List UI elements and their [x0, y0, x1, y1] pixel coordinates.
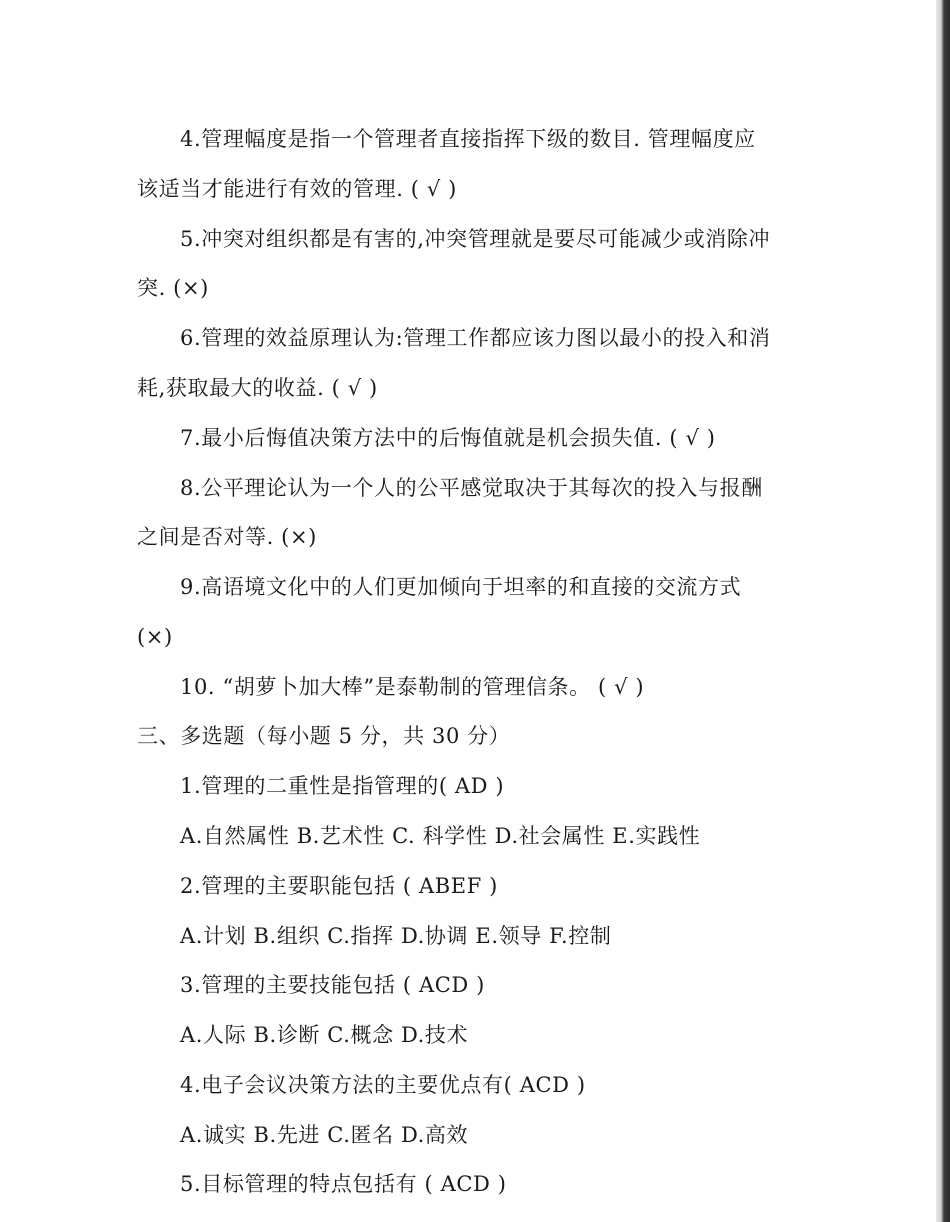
question-5-line-2: 突. (×)	[137, 276, 209, 300]
mc-question-5: 5.目标管理的特点包括有 ( ACD )	[180, 1172, 507, 1196]
mc-question-1: 1.管理的二重性是指管理的( AD )	[180, 774, 505, 798]
mc-question-1-options: A.自然属性 B.艺术性 C. 科学性 D.社会属性 E.实践性	[180, 824, 701, 848]
mc-question-2-options: A.计划 B.组织 C.指挥 D.协调 E.领导 F.控制	[180, 924, 612, 948]
question-9-line-2: (×)	[137, 625, 173, 649]
question-4-line-1: 4.管理幅度是指一个管理者直接指挥下级的数目. 管理幅度应	[180, 127, 756, 151]
question-10: 10. “胡萝卜加大棒”是泰勒制的管理信条。 ( √ )	[180, 675, 645, 699]
question-9-line-1: 9.高语境文化中的人们更加倾向于坦率的和直接的交流方式	[180, 575, 742, 599]
scrollbar[interactable]	[936, 0, 950, 1222]
question-4-line-2: 该适当才能进行有效的管理. ( √ )	[137, 177, 457, 201]
question-6-line-1: 6.管理的效益原理认为:管理工作都应该力图以最小的投入和消	[180, 326, 771, 350]
mc-question-2: 2.管理的主要职能包括 ( ABEF )	[180, 874, 498, 898]
question-8-line-2: 之间是否对等. (×)	[137, 525, 317, 549]
question-7: 7.最小后悔值决策方法中的后悔值就是机会损失值. ( √ )	[180, 426, 716, 450]
question-5-line-1: 5.冲突对组织都是有害的,冲突管理就是要尽可能减少或消除冲	[180, 227, 771, 251]
section-heading-multiple-choice: 三、多选题（每小题 5 分，共 30 分）	[137, 724, 511, 748]
question-6-line-2: 耗,获取最大的收益. ( √ )	[137, 376, 378, 400]
mc-question-4: 4.电子会议决策方法的主要优点有( ACD )	[180, 1073, 586, 1097]
mc-question-4-options: A.诚实 B.先进 C.匿名 D.高效	[180, 1123, 469, 1147]
mc-question-3: 3.管理的主要技能包括 ( ACD )	[180, 973, 485, 997]
mc-question-3-options: A.人际 B.诊断 C.概念 D.技术	[180, 1023, 469, 1047]
question-8-line-1: 8.公平理论认为一个人的公平感觉取决于其每次的投入与报酬	[180, 476, 763, 500]
